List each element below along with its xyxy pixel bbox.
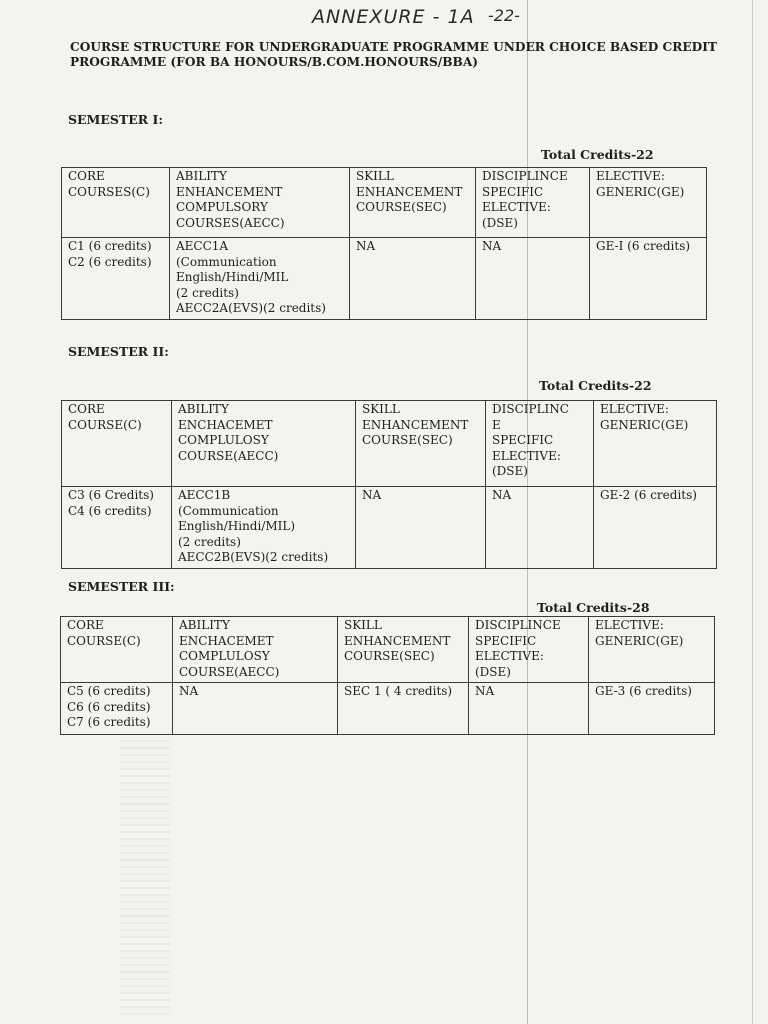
document-title: COURSE STRUCTURE FOR UNDERGRADUATE PROGRAMME UNDER CHOICE BASED CREDIT PROGRAMME (FOR BA HONOURS/B.COM.HONOURS/BBA) xyxy=(70,40,717,69)
cell-dse: NA xyxy=(486,487,594,569)
semester-2-heading: SEMESTER II: xyxy=(68,344,169,359)
header-core-courses: CORE COURSES(C) xyxy=(62,168,170,238)
cell-sec: NA xyxy=(356,487,486,569)
header-core-courses: CORE COURSE(C) xyxy=(62,401,172,487)
scan-artifact-noise xyxy=(120,740,170,1020)
semester-3-total-credits: Total Credits-28 xyxy=(537,600,650,615)
cell-ge: GE-I (6 credits) xyxy=(590,238,707,320)
semester-1-heading: SEMESTER I: xyxy=(68,112,163,127)
header-aecc: ABILITY ENCHACEMET COMPLULOSY COURSE(AECC) xyxy=(173,617,338,683)
header-dse: DISCIPLINCE SPECIFIC ELECTIVE: (DSE) xyxy=(476,168,590,238)
cell-aecc: AECC1A (Communication English/Hindi/MIL (2 credits) AECC2A(EVS)(2 credits) xyxy=(170,238,350,320)
cell-dse: NA xyxy=(469,683,589,735)
header-dse: DISCIPLINCE SPECIFIC ELECTIVE: (DSE) xyxy=(469,617,589,683)
handwritten-page-number: -22- xyxy=(488,6,520,25)
table-header-row xyxy=(61,617,715,683)
header-ge: ELECTIVE: GENERIC(GE) xyxy=(590,168,707,238)
table-header-row xyxy=(62,168,707,238)
header-sec: SKILL ENHANCEMENT COURSE(SEC) xyxy=(350,168,476,238)
table-row xyxy=(62,487,717,569)
semester-2-table xyxy=(61,400,717,569)
header-ge: ELECTIVE: GENERIC(GE) xyxy=(589,617,715,683)
header-aecc: ABILITY ENHANCEMENT COMPULSORY COURSES(AECC) xyxy=(170,168,350,238)
semester-1-table xyxy=(61,167,707,320)
semester-2-total-credits: Total Credits-22 xyxy=(539,378,652,393)
header-core-courses: CORE COURSE(C) xyxy=(61,617,173,683)
cell-core: C3 (6 Credits) C4 (6 credits) xyxy=(62,487,172,569)
header-dse: DISCIPLINC E SPECIFIC ELECTIVE: (DSE) xyxy=(486,401,594,487)
scan-artifact-line xyxy=(752,0,753,1024)
header-sec: SKILL ENHANCEMENT COURSE(SEC) xyxy=(338,617,469,683)
semester-1-total-credits: Total Credits-22 xyxy=(541,147,654,162)
semester-3-heading: SEMESTER III: xyxy=(68,579,175,594)
cell-aecc: NA xyxy=(173,683,338,735)
cell-ge: GE-3 (6 credits) xyxy=(589,683,715,735)
cell-core: C5 (6 credits) C6 (6 credits) C7 (6 credits) xyxy=(61,683,173,735)
cell-aecc: AECC1B (Communication English/Hindi/MIL) (2 credits) AECC2B(EVS)(2 credits) xyxy=(172,487,356,569)
table-row xyxy=(61,683,715,735)
cell-dse: NA xyxy=(476,238,590,320)
table-row xyxy=(62,238,707,320)
handwritten-annexure-note: ANNEXURE - 1A xyxy=(312,6,475,28)
cell-sec: SEC 1 ( 4 credits) xyxy=(338,683,469,735)
semester-3-table xyxy=(60,616,715,735)
header-ge: ELECTIVE: GENERIC(GE) xyxy=(594,401,717,487)
header-sec: SKILL ENHANCEMENT COURSE(SEC) xyxy=(356,401,486,487)
cell-ge: GE-2 (6 credits) xyxy=(594,487,717,569)
table-header-row xyxy=(62,401,717,487)
cell-core: C1 (6 credits) C2 (6 credits) xyxy=(62,238,170,320)
header-aecc: ABILITY ENCHACEMET COMPLULOSY COURSE(AECC) xyxy=(172,401,356,487)
cell-sec: NA xyxy=(350,238,476,320)
